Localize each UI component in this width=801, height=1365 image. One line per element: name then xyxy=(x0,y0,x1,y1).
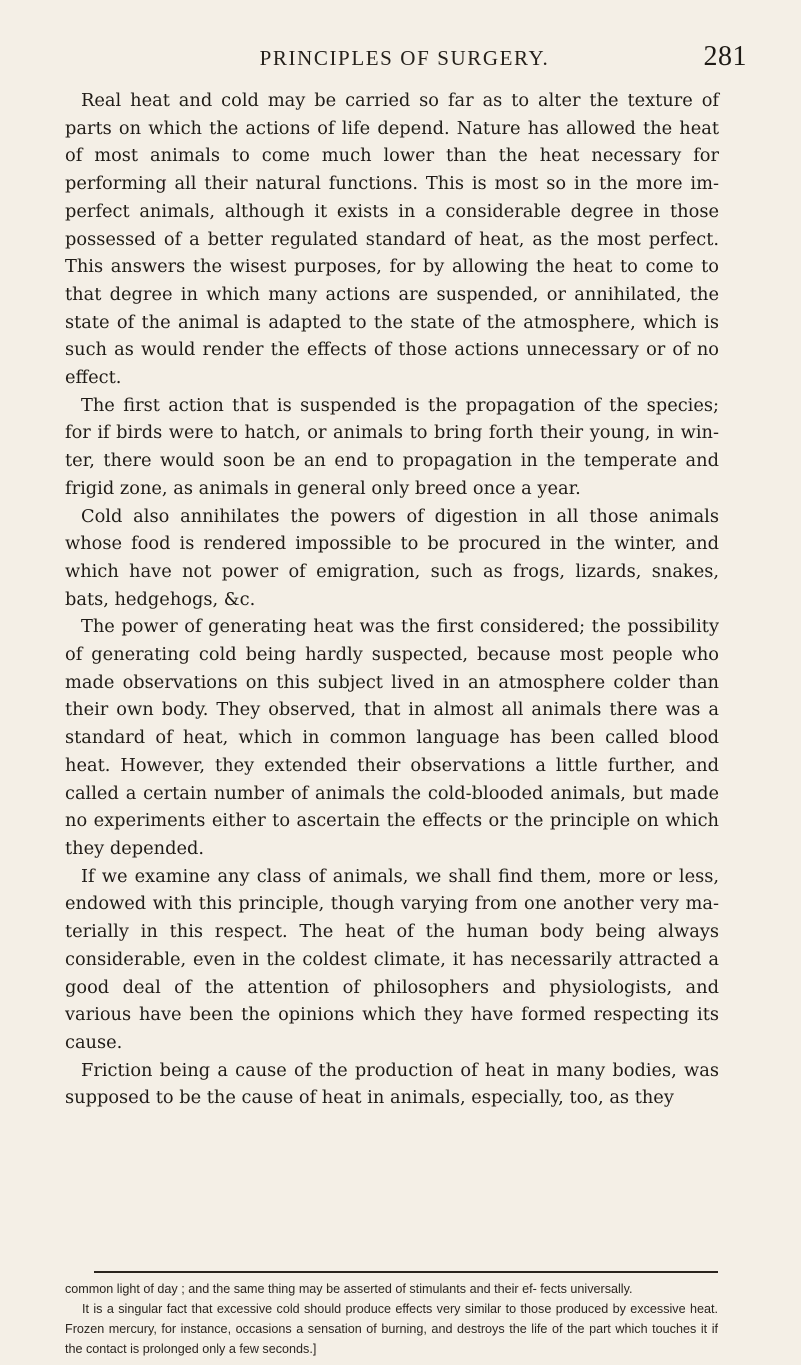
page-number: 281 xyxy=(703,41,747,72)
paragraph-heat-and-cold: Real heat and cold may be carried so far as to alter the texture of parts on which the actions of life depend. Nature has allowed the heat of most animals to come much lower than the heat necessary for performing all their natural functions. This is most so in the more im- perfect animals, although it exists in a considerable degree in those possessed of a better regulated standard of heat, as the most perfect. This answers the wisest purposes, for by allowing the heat to come to that degree in which many actions are suspended, or annihilated, the state of the animal is adapted to the state of the atmosphere, which is such as would render the effects of those actions unnecessary or of no effect. xyxy=(65,90,719,389)
paragraph-friction: Friction being a cause of the production of heat in many bodies, was supposed to be the cause of heat in animals, especially, too, as they xyxy=(65,1059,719,1109)
footnote xyxy=(65,1280,718,1360)
running-head xyxy=(62,41,747,80)
running-title: PRINCIPLES OF SURGERY. xyxy=(259,46,550,70)
paragraph-digestion: Cold also annihilates the powers of digestion in all those animals whose food is rendered impossible to be procured in the winter, and which have not power of emigration, such as frogs, lizards, snakes, bats, hedgehogs, &c. xyxy=(65,505,719,610)
paragraph-propagation: The first action that is suspended is the propagation of the species; for if birds were to hatch, or animals to bring forth their young, in win- ter, there would soon be an end to propagation in the temperate and frigid zone, as animals in general only breed once a year. xyxy=(65,394,719,499)
footnote-continuation: common light of day ; and the same thing may be asserted of stimulants and their ef- fects universally. xyxy=(65,1282,633,1296)
paragraph-class-of-animals: If we examine any class of animals, we shall find them, more or less, endowed with this principle, though varying from one another very ma- terially in this respect. The heat of the human body being always considerable, even in the coldest climate, it has necessarily attracted a good deal of the attention of philosophers and physiologists, and various have been the opinions which they have formed respecting its cause. xyxy=(65,865,719,1053)
main-text xyxy=(65,87,719,1112)
footnote-rule xyxy=(94,1271,718,1273)
footnote-paragraph: It is a singular fact that excessive cold should produce effects very similar to those produced by excessive heat. Frozen mercury, for instance, occasions a sensation of burning, and destroys the life of the part which touches it if the contact is prolonged only a few seconds.] xyxy=(65,1301,718,1356)
paragraph-generating-heat: The power of generating heat was the first considered; the possibility of generating cold being hardly suspected, because most people who made observations on this subject lived in an atmosphere colder than their own body. They observed, that in almost all animals there was a standard of heat, which in common language has been called blood heat. However, they extended their observations a little further, and called a certain number of animals the cold-blooded animals, but made no experiments either to ascertain the effects or the principle on which they depended. xyxy=(65,616,719,859)
